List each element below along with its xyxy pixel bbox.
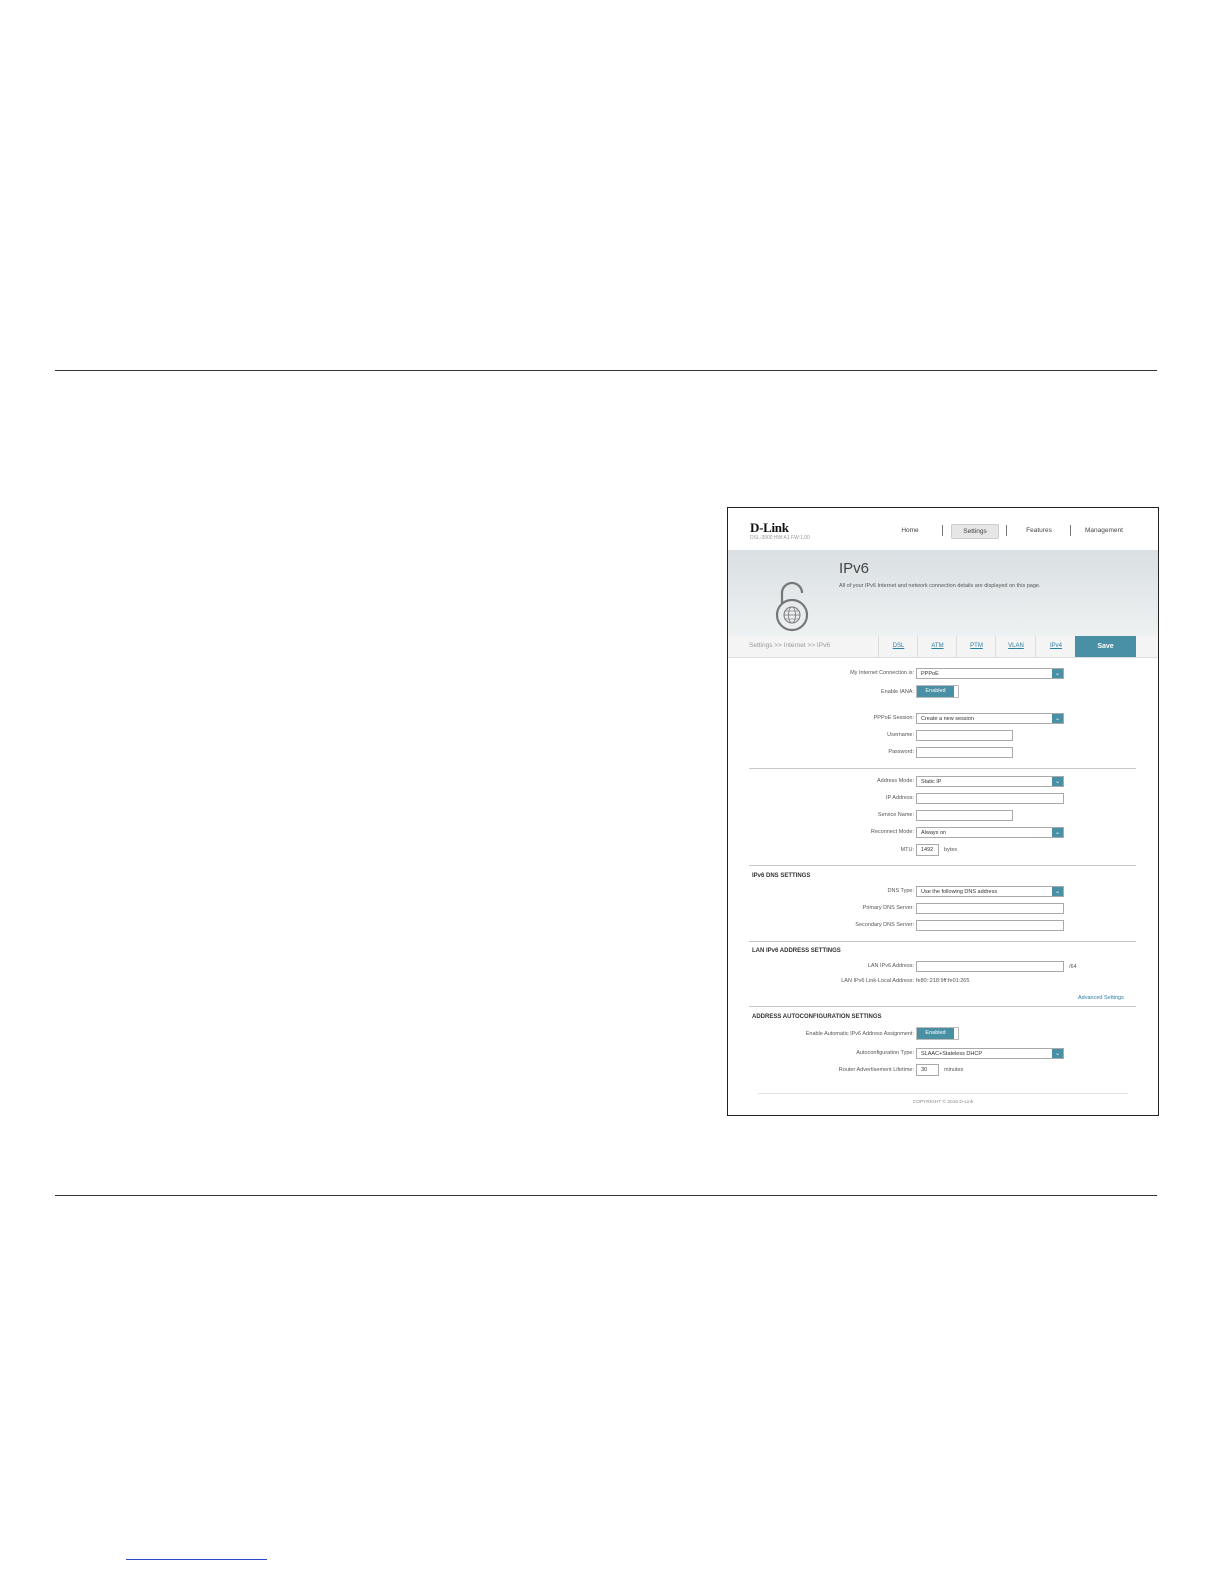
mtu-field[interactable]: 1492	[916, 844, 939, 856]
page-banner	[728, 550, 1158, 636]
username-field[interactable]	[916, 730, 1013, 741]
username-label: Username:	[887, 732, 914, 738]
secondary-dns-label: Secondary DNS Server:	[855, 922, 914, 928]
nav-settings[interactable]: Settings	[951, 524, 999, 539]
section-divider	[749, 865, 1136, 866]
pppoe-session-value: Create a new session	[921, 716, 974, 722]
lock-globe-icon	[772, 577, 812, 633]
autoconf-type-value: SLAAC+Stateless DHCP	[921, 1051, 982, 1057]
autoconf-type-select[interactable]	[916, 1048, 1064, 1059]
auto-assign-state: Enabled	[917, 1028, 954, 1039]
lan-section-title: LAN IPv6 ADDRESS SETTINGS	[752, 948, 841, 954]
auto-assign-label: Enable Automatic IPv6 Address Assignment:	[805, 1031, 914, 1037]
primary-dns-label: Primary DNS Server:	[862, 905, 914, 911]
reconnect-mode-value: Always on	[921, 830, 947, 836]
auto-assign-toggle[interactable]	[916, 1027, 959, 1040]
ra-lifetime-unit: minutes	[944, 1067, 964, 1073]
dns-type-select[interactable]	[916, 886, 1064, 897]
ip-address-label: IP Address:	[885, 795, 914, 801]
password-field[interactable]	[916, 747, 1013, 758]
mtu-label: MTU:	[900, 847, 914, 853]
pppoe-session-label: PPPoE Session:	[873, 715, 914, 721]
nav-separator	[1070, 525, 1071, 536]
connection-type-value: PPPoE	[921, 671, 939, 677]
nav-features[interactable]: Features	[1026, 527, 1052, 534]
page-description: All of your IPv6 Internet and network connection details are displayed on this page.	[839, 583, 1041, 589]
section-divider	[749, 768, 1136, 769]
chevron-down-icon: ⌄	[1052, 1049, 1063, 1058]
autoconf-type-label: Autoconfiguration Type:	[856, 1050, 914, 1056]
chevron-down-icon: ⌄	[1052, 669, 1063, 678]
main-nav	[728, 524, 1158, 538]
section-divider	[749, 1006, 1136, 1007]
lan-prefix-suffix: /64	[1069, 964, 1077, 970]
link-local-label: LAN IPv6 Link-Local Address:	[841, 978, 914, 984]
reconnect-mode-label: Reconnect Mode:	[870, 829, 914, 835]
tab-ptm[interactable]: PTM	[956, 636, 996, 657]
section-divider	[749, 941, 1136, 942]
lan-ipv6-address-field[interactable]	[916, 961, 1064, 972]
enable-iana-state: Enabled	[917, 686, 954, 697]
tab-dsl[interactable]: DSL	[878, 636, 918, 657]
mtu-unit: bytes	[944, 847, 958, 853]
ra-lifetime-label: Router Advertisement Lifetime:	[838, 1067, 914, 1073]
ip-address-field[interactable]	[916, 793, 1064, 804]
nav-management[interactable]: Management	[1085, 527, 1123, 534]
service-name-label: Service Name:	[877, 812, 914, 818]
enable-iana-toggle[interactable]	[916, 685, 959, 698]
nav-separator	[942, 525, 943, 536]
chevron-down-icon: ⌄	[1052, 777, 1063, 786]
autoconf-section-title: ADDRESS AUTOCONFIGURATION SETTINGS	[752, 1014, 882, 1020]
sub-tab-bar	[728, 636, 1158, 658]
lan-ipv6-address-label: LAN IPv6 Address:	[867, 963, 914, 969]
reconnect-mode-select[interactable]	[916, 827, 1064, 838]
nav-separator	[1006, 525, 1007, 536]
model-info: DSL-3900 HW:A1 FW:1.00	[750, 535, 810, 541]
dns-section-title: IPv6 DNS SETTINGS	[752, 873, 811, 879]
secondary-dns-field[interactable]	[916, 920, 1064, 931]
advanced-settings-link[interactable]: Advanced Settings	[1078, 995, 1124, 1001]
tab-vlan[interactable]: VLAN	[995, 636, 1036, 657]
tab-atm[interactable]: ATM	[917, 636, 957, 657]
page-footer-link-underline[interactable]	[126, 1559, 267, 1560]
link-local-value: fe80::218:9ff:fe01:265	[916, 978, 970, 984]
tab-ipv4[interactable]: IPv4	[1035, 636, 1076, 657]
save-button[interactable]: Save	[1075, 636, 1136, 657]
primary-dns-field[interactable]	[916, 903, 1064, 914]
breadcrumb: Settings >> Internet >> IPv6	[749, 642, 830, 649]
connection-type-label: My Internet Connection is:	[850, 670, 914, 676]
page-bottom-rule	[55, 1195, 1157, 1196]
top-bar	[728, 508, 1158, 550]
password-label: Password:	[888, 749, 914, 755]
pppoe-session-select[interactable]	[916, 713, 1064, 724]
chevron-down-icon: ⌄	[1052, 714, 1063, 723]
address-mode-select[interactable]	[916, 776, 1064, 787]
connection-type-select[interactable]	[916, 668, 1064, 679]
page-title: IPv6	[839, 560, 870, 577]
enable-iana-label: Enable IANA:	[880, 689, 914, 695]
dlink-logo: D-Link	[750, 520, 789, 535]
service-name-field[interactable]	[916, 810, 1013, 821]
ra-lifetime-field[interactable]: 30	[916, 1064, 939, 1076]
chevron-down-icon: ⌄	[1052, 828, 1063, 837]
copyright-text: COPYRIGHT © 2016 D-Link	[912, 1100, 974, 1105]
router-settings-screenshot	[727, 507, 1159, 1116]
dns-type-label: DNS Type:	[887, 888, 914, 894]
footer-divider	[758, 1093, 1128, 1094]
address-mode-value: Static IP	[921, 779, 942, 785]
chevron-down-icon: ⌄	[1052, 887, 1063, 896]
page-top-rule	[55, 370, 1157, 371]
dns-type-value: Use the following DNS address	[921, 889, 998, 895]
nav-home[interactable]: Home	[901, 527, 919, 534]
address-mode-label: Address Mode:	[877, 778, 914, 784]
